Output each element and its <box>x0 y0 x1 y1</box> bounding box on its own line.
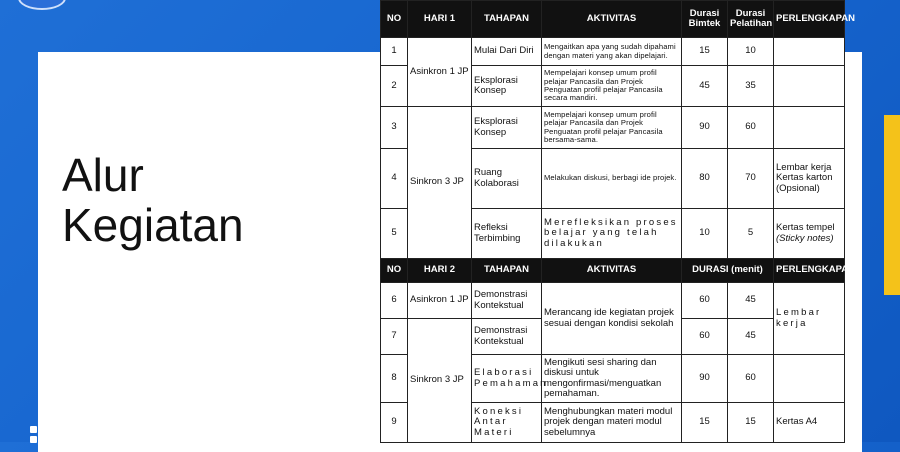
row-pelatihan: 60 <box>728 355 774 403</box>
grid-dot <box>30 436 37 443</box>
header-durasi-bimtek: Durasi Bimtek <box>682 1 728 38</box>
row-no: 4 <box>381 149 408 209</box>
row-tahapan: Refleksi Terbimbing <box>472 209 542 259</box>
row-tahapan: Mulai Dari Diri <box>472 38 542 66</box>
row-perlengkapan <box>774 209 845 259</box>
row-pelatihan: 45 <box>728 319 774 355</box>
row-bimtek: 60 <box>682 319 728 355</box>
row-pelatihan: 70 <box>728 149 774 209</box>
logo-icon <box>18 0 66 10</box>
grid-dot <box>40 436 47 443</box>
row-aktivitas: Mempelajari konsep umum profil pelajar Pancasila dan Projek Penguatan profil pelajar Pancasila bersama-sama. <box>542 107 682 149</box>
row-perlengkapan <box>774 38 845 66</box>
grid-dot <box>40 426 47 433</box>
header-perlengkapan: PERLENGKAPAN <box>774 259 845 283</box>
row-perlengkapan: Lembar kerja <box>774 283 845 355</box>
header-tahapan: TAHAPAN <box>472 1 542 38</box>
row-hari: Sinkron 3 JP <box>408 319 472 443</box>
row-aktivitas: Merefleksikan proses belajar yang telah dilakukan <box>542 209 682 259</box>
row-tahapan: Ruang Kolaborasi <box>472 149 542 209</box>
header-durasi-pelatihan: Durasi Pelatihan <box>728 1 774 38</box>
row-perlengkapan <box>774 66 845 107</box>
row-perlengkapan: Kertas A4 <box>774 403 845 443</box>
perlengkapan-italic: (Sticky notes) <box>776 232 834 244</box>
row-aktivitas: Menghubungkan materi modul projek dengan materi modul sebelumnya <box>542 403 682 443</box>
row-aktivitas: Mempelajari konsep umum profil pelajar Pancasila dan Projek Penguatan profil pelajar Pancasila secara mandiri. <box>542 66 682 107</box>
grid-dot <box>50 426 57 433</box>
row-no: 8 <box>381 355 408 403</box>
table1-header-row <box>381 1 845 38</box>
title-line-2: Kegiatan <box>62 199 244 251</box>
activity-table <box>380 0 855 443</box>
row-bimtek: 15 <box>682 403 728 443</box>
table-row <box>381 38 845 66</box>
row-pelatihan: 10 <box>728 38 774 66</box>
row-aktivitas: Mengaitkan apa yang sudah dipahami dengan materi yang akan dipelajari. <box>542 38 682 66</box>
row-tahapan: Demonstrasi Kontekstual <box>472 283 542 319</box>
row-no: 5 <box>381 209 408 259</box>
table-row <box>381 283 845 319</box>
header-tahapan: TAHAPAN <box>472 259 542 283</box>
row-hari: Asinkron 1 JP <box>408 38 472 107</box>
row-bimtek: 90 <box>682 107 728 149</box>
row-aktivitas: Mengikuti sesi sharing dan diskusi untuk mengonfirmasi/menguatkan pemahaman. <box>542 355 682 403</box>
row-no: 2 <box>381 66 408 107</box>
row-bimtek: 80 <box>682 149 728 209</box>
row-no: 6 <box>381 283 408 319</box>
header-hari: HARI 1 <box>408 1 472 38</box>
row-pelatihan: 45 <box>728 283 774 319</box>
header-aktivitas: AKTIVITAS <box>542 1 682 38</box>
grid-dot <box>30 426 37 433</box>
row-bimtek: 90 <box>682 355 728 403</box>
slide-title <box>62 150 362 250</box>
header-hari: HARI 2 <box>408 259 472 283</box>
row-perlengkapan: Lembar kerja Kertas karton (Opsional) <box>774 149 845 209</box>
grid-dot <box>50 436 57 443</box>
row-bimtek: 45 <box>682 66 728 107</box>
row-no: 7 <box>381 319 408 355</box>
row-tahapan: Eksplorasi Konsep <box>472 107 542 149</box>
header-durasi: DURASI (menit) <box>682 259 774 283</box>
row-hari: Sinkron 3 JP <box>408 107 472 259</box>
row-no: 3 <box>381 107 408 149</box>
row-perlengkapan <box>774 355 845 403</box>
row-aktivitas: Merancang ide kegiatan projek sesuai dengan kondisi sekolah <box>542 283 682 355</box>
accent-bar <box>884 115 900 295</box>
row-hari: Asinkron 1 JP <box>408 283 472 319</box>
row-aktivitas: Melakukan diskusi, berbagi ide projek. <box>542 149 682 209</box>
row-tahapan: Elaborasi Pemahaman <box>472 355 542 403</box>
table-row <box>381 107 845 149</box>
row-pelatihan: 35 <box>728 66 774 107</box>
row-bimtek: 10 <box>682 209 728 259</box>
row-pelatihan: 15 <box>728 403 774 443</box>
row-tahapan: Eksplorasi Konsep <box>472 66 542 107</box>
row-tahapan: Koneksi Antar Materi <box>472 403 542 443</box>
header-no: NO <box>381 259 408 283</box>
perlengkapan-text: Kertas tempel <box>776 222 835 233</box>
header-aktivitas: AKTIVITAS <box>542 259 682 283</box>
header-perlengkapan: PERLENGKAPAN <box>774 1 845 38</box>
row-no: 9 <box>381 403 408 443</box>
title-line-1: Alur <box>62 149 144 201</box>
header-no: NO <box>381 1 408 38</box>
row-pelatihan: 60 <box>728 107 774 149</box>
row-perlengkapan <box>774 107 845 149</box>
row-no: 1 <box>381 38 408 66</box>
row-pelatihan: 5 <box>728 209 774 259</box>
row-tahapan: Demonstrasi Kontekstual <box>472 319 542 355</box>
row-bimtek: 15 <box>682 38 728 66</box>
table2-header-row <box>381 259 845 283</box>
row-bimtek: 60 <box>682 283 728 319</box>
